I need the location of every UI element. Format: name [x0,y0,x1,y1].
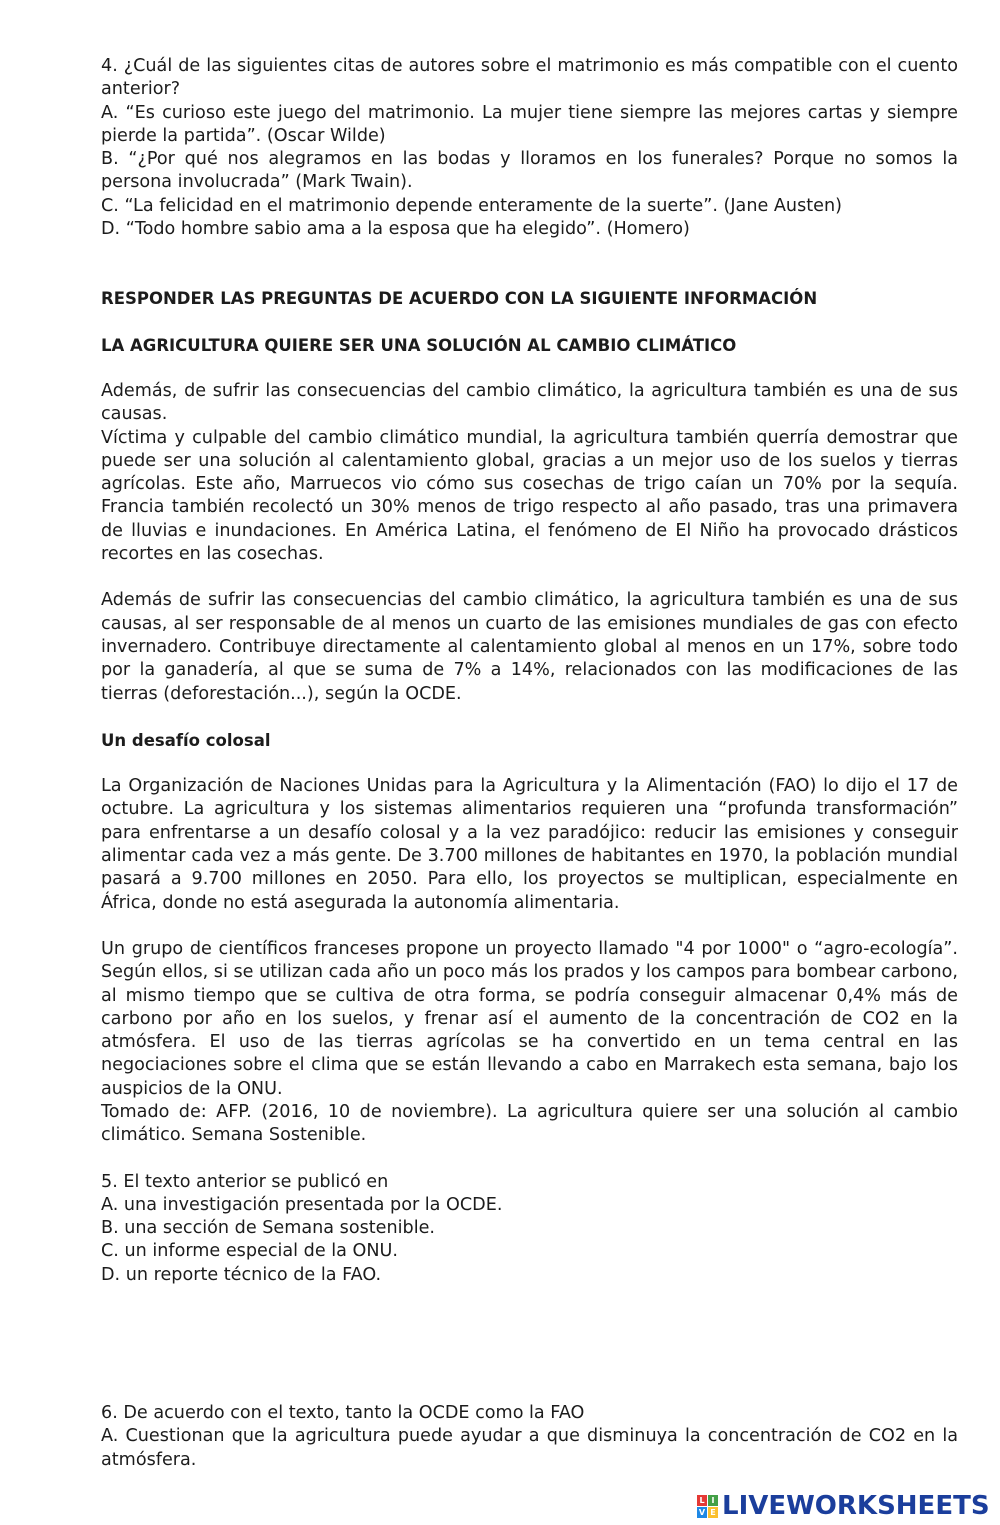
article-paragraph-1a: Además, de sufrir las consecuencias del cambio climático, la agricultura también es una de sus causas. [101,380,958,425]
q5-option-d: D. un reporte técnico de la FAO. [101,1264,382,1285]
logo-mark-letter: E [708,1507,718,1518]
article-paragraph-3: La Organización de Naciones Unidas para la Agricultura y la Alimentación (FAO) lo dijo el 17 de octubre. La agricultura y los sistemas alimentarios requieren una “profunda transformación” para enfrentarse a un desafío colosal y a la vez paradójico: reducir las emisiones y conseguir alimentar cada vez a más gente. De 3.700 millones de habitantes en 1970, la población mundial pasará a 9.700 millones en 2050. Para ello, los proyectos se multiplican, especialmente en África, donde no está asegurada la autonomía alimentaria. [101,776,958,913]
q4-option-d: D. “Todo hombre sabio ama a la esposa que ha elegido”. (Homero) [101,219,690,240]
article-paragraph-1b: Víctima y culpable del cambio climático mundial, la agricultura también querría demostrar que puede ser una solución al calentamiento global, gracias a un mejor uso de los suelos y tierras agrícolas. Este año, Marruecos vio cómo sus cosechas de trigo caían un 70% por la sequía. Francia también recolectó un 30% menos de trigo respecto al año pasado, tras una primavera de lluvias e inundaciones. En América Latina, el fenómeno de El Niño ha provocado drásticos recortes en las cosechas. [101,427,958,565]
q5-option-c: C. un informe especial de la ONU. [101,1241,398,1262]
logo-mark-letter: I [708,1495,718,1506]
logo-mark-letter: L [697,1495,707,1506]
q4-option-c: C. “La felicidad en el matrimonio depende enteramente de la suerte”. (Jane Austen) [101,195,842,216]
logo-mark-letter: V [698,1507,706,1517]
article-source: Tomado de: AFP. (2016, 10 de noviembre). La agricultura quiere ser una solución al cambio climático. Semana Sostenible. [101,1101,958,1146]
q5-option-a: A. una investigación presentada por la OCDE. [101,1194,503,1215]
article-subtitle: Un desafío colosal [101,730,271,750]
q4-option-b: B. “¿Por qué nos alegramos en las bodas y lloramos en los funerales? Porque no somos la persona involucrada” (Mark Twain). [101,149,958,193]
q5-question: 5. El texto anterior se publicó en [101,1171,389,1192]
liveworksheets-logo-icon [697,1495,718,1518]
article-paragraph-2: Además de sufrir las consecuencias del cambio climático, la agricultura también es una de sus causas, al ser responsable de al menos un cuarto de las emisiones mundiales de gas con efecto invernadero. Contribuye directamente al calentamiento global al menos en un 17%, sobre todo por la ganadería, al que se suma de 7% a 14%, relacionados con las modificaciones de las tierras (deforestación...), según la OCDE. [101,590,958,704]
logo-text: LIVEWORKSHEETS [722,1491,990,1521]
article-title: LA AGRICULTURA QUIERE SER UNA SOLUCIÓN AL CAMBIO CLIMÁTICO [101,335,737,355]
q5-option-b: B. una sección de Semana sostenible. [101,1218,436,1239]
worksheet-page [101,55,958,1472]
q6-question: 6. De acuerdo con el texto, tanto la OCDE como la FAO [101,1403,585,1424]
q6-option-a: A. Cuestionan que la agricultura puede ayudar a que disminuya la concentración de CO2 en la atmósfera. [101,1426,958,1470]
instructions-heading: RESPONDER LAS PREGUNTAS DE ACUERDO CON LA SIGUIENTE INFORMACIÓN [101,289,818,309]
liveworksheets-logo[interactable] [697,1491,990,1521]
q4-question: 4. ¿Cuál de las siguientes citas de autores sobre el matrimonio es más compatible con el cuento anterior? [101,56,958,100]
q4-option-a: A. “Es curioso este juego del matrimonio. La mujer tiene siempre las mejores cartas y siempre pierde la partida”. (Oscar Wilde) [101,102,958,146]
article-paragraph-4: Un grupo de científicos franceses propone un proyecto llamado "4 por 1000" o “agro-ecología”. Según ellos, si se utilizan cada año un poco más los prados y los campos para bombear carbono, al mismo tiempo que se cultiva de otra forma, se podría conseguir almacenar 0,4% más de carbono por año en los suelos, y frenar así el aumento de la concentración de CO2 en la atmósfera. El uso de las tierras agrícolas se ha convertido en un tema central en las negociaciones sobre el clima que se están llevando a cabo en Marrakech esta semana, bajo los auspicios de la ONU. [101,938,958,1099]
